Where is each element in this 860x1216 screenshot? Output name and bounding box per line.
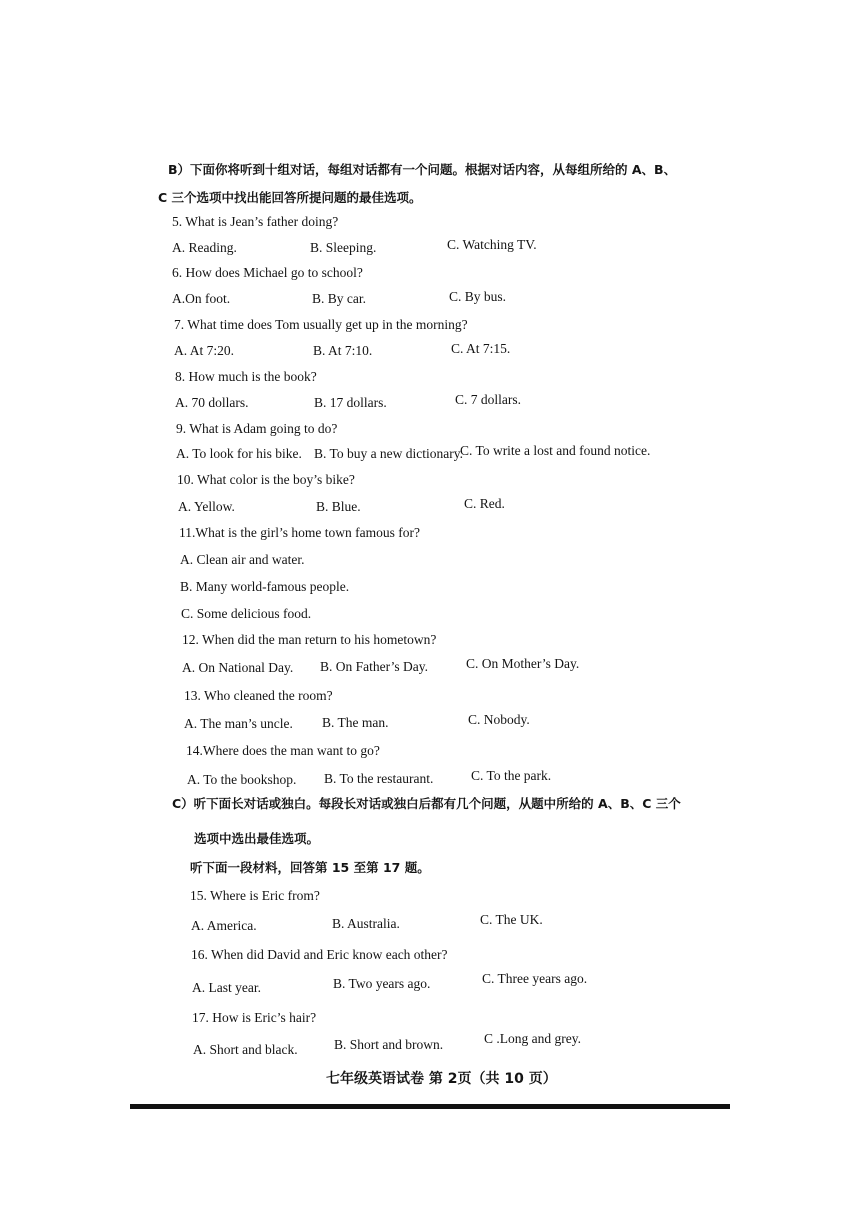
q14-option-b: B. To the restaurant.	[324, 771, 434, 786]
q16-option-a: A. Last year.	[192, 980, 261, 995]
question-11: 11.What is the girl’s home town famous for?	[179, 525, 420, 540]
q7-option-c: C. At 7:15.	[451, 341, 511, 356]
q13-option-a: A. The man’s uncle.	[184, 716, 293, 731]
question-5: 5. What is Jean’s father doing?	[172, 214, 339, 229]
question-7: 7. What time does Tom usually get up in the morning?	[174, 317, 468, 332]
question-16: 16. When did David and Eric know each other?	[191, 947, 448, 962]
q8-option-a: A. 70 dollars.	[175, 395, 249, 410]
q9-option-b: B. To buy a new dictionary.	[314, 446, 464, 461]
q14-option-c: C. To the park.	[471, 768, 552, 783]
q15-option-c: C. The UK.	[480, 912, 543, 927]
q9-option-a: A. To look for his bike.	[176, 446, 302, 461]
question-13: 13. Who cleaned the room?	[184, 688, 333, 703]
bottom-divider	[130, 1104, 730, 1109]
question-12: 12. When did the man return to his hometown?	[182, 632, 437, 647]
q13-option-b: B. The man.	[322, 715, 389, 730]
q5-option-a: A. Reading.	[172, 240, 237, 255]
q10-option-b: B. Blue.	[316, 499, 361, 514]
q11-option-c: C. Some delicious food.	[181, 606, 312, 621]
q17-option-b: B. Short and brown.	[334, 1037, 444, 1052]
section-c-intro-line1: C）听下面长对话或独白。每段长对话或独白后都有几个问题，从题中所给的 A、B、C 三个	[172, 796, 681, 811]
q17-option-c: C .Long and grey.	[484, 1031, 581, 1046]
q8-option-c: C. 7 dollars.	[455, 392, 521, 407]
q12-option-b: B. On Father’s Day.	[320, 659, 428, 674]
q5-option-b: B. Sleeping.	[310, 240, 377, 255]
q7-option-a: A. At 7:20.	[174, 343, 235, 358]
question-8: 8. How much is the book?	[175, 369, 317, 384]
section-c-intro-line2: 选项中选出最佳选项。	[194, 831, 320, 846]
q7-option-b: B. At 7:10.	[313, 343, 373, 358]
section-b-intro-line2: C 三个选项中找出能回答所提问题的最佳选项。	[158, 190, 422, 205]
question-14: 14.Where does the man want to go?	[186, 743, 380, 758]
passage-note: 听下面一段材料，回答第 15 至第 17 题。	[190, 860, 430, 875]
q6-option-c: C. By bus.	[449, 289, 507, 304]
question-17: 17. How is Eric’s hair?	[192, 1010, 317, 1025]
question-6: 6. How does Michael go to school?	[172, 265, 363, 280]
q16-option-b: B. Two years ago.	[333, 976, 431, 991]
q5-option-c: C. Watching TV.	[447, 237, 537, 252]
question-9: 9. What is Adam going to do?	[176, 421, 338, 436]
question-10: 10. What color is the boy’s bike?	[177, 472, 355, 487]
q6-option-b: B. By car.	[312, 291, 366, 306]
q11-option-a: A. Clean air and water.	[180, 552, 305, 567]
section-b-intro-line1: B）下面你将听到十组对话，每组对话都有一个问题。根据对话内容，从每组所给的 A、B、	[168, 162, 677, 177]
q15-option-b: B. Australia.	[332, 916, 400, 931]
page-footer: 七年级英语试卷 第 2页（共 10 页）	[326, 1071, 557, 1087]
q9-option-c: C. To write a lost and found notice.	[460, 443, 651, 458]
q10-option-c: C. Red.	[464, 496, 505, 511]
q12-option-c: C. On Mother’s Day.	[466, 656, 580, 671]
q8-option-b: B. 17 dollars.	[314, 395, 387, 410]
q6-option-a: A.On foot.	[172, 291, 231, 306]
q14-option-a: A. To the bookshop.	[187, 772, 297, 787]
q15-option-a: A. America.	[191, 918, 257, 933]
q13-option-c: C. Nobody.	[468, 712, 530, 727]
q11-option-b: B. Many world-famous people.	[180, 579, 350, 594]
q10-option-a: A. Yellow.	[178, 499, 235, 514]
q17-option-a: A. Short and black.	[193, 1042, 298, 1057]
q16-option-c: C. Three years ago.	[482, 971, 588, 986]
q12-option-a: A. On National Day.	[182, 660, 294, 675]
question-15: 15. Where is Eric from?	[190, 888, 320, 903]
